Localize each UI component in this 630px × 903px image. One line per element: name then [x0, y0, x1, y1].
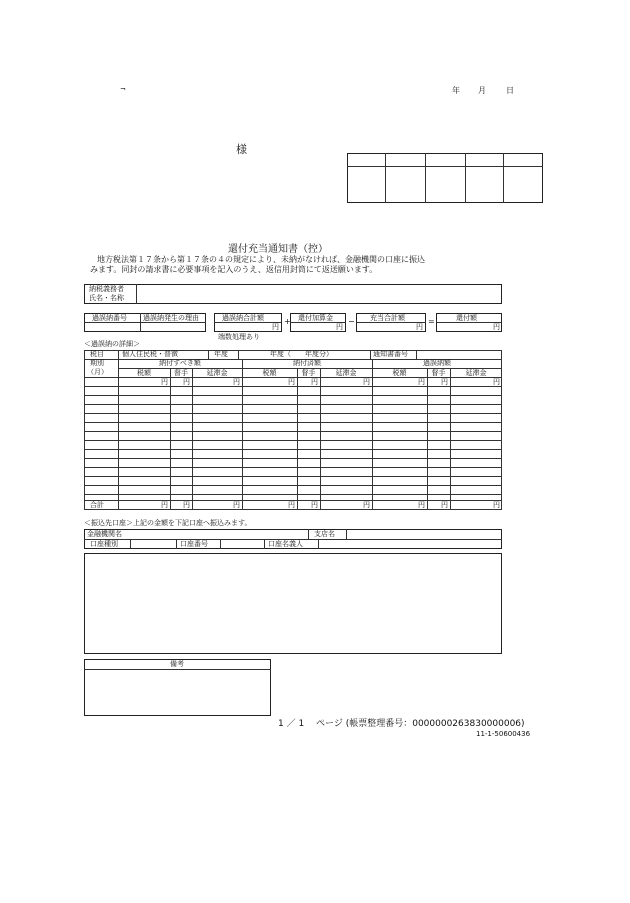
summary-divider — [84, 322, 206, 323]
overpaid-group-header: 過誤納額 — [423, 359, 451, 367]
yen-unit: 円 — [493, 378, 500, 386]
year-value: 年度（ 年度分） — [270, 350, 333, 358]
remarks-label: 備考 — [170, 660, 184, 668]
table-border — [84, 350, 85, 510]
yen-unit: 円 — [441, 501, 448, 509]
late-fee-column-header: 延滞金 — [465, 369, 487, 377]
refund-amount-label: 還付額 — [456, 314, 477, 322]
stamp-grid-divider — [347, 166, 543, 167]
sub-column-rule — [427, 368, 428, 510]
stamp-grid-col — [465, 153, 466, 203]
sub-column-rule — [297, 368, 298, 510]
yen-unit: 円 — [233, 378, 240, 386]
yen-unit: 円 — [183, 501, 190, 509]
date-year-label: 年 — [452, 86, 460, 95]
yen-unit: 円 — [493, 323, 500, 331]
bank-divider — [346, 529, 347, 539]
taxpayer-box — [84, 284, 502, 304]
taxpayer-label-line2: 氏名・名称 — [89, 294, 124, 302]
plus-sign: + — [284, 317, 291, 326]
yen-unit: 円 — [441, 378, 448, 386]
date-month-label: 月 — [478, 86, 486, 95]
period-column-rule — [118, 359, 119, 510]
bank-divider — [308, 529, 309, 539]
table-rule — [118, 350, 119, 359]
table-rule — [208, 350, 209, 359]
year-label: 年度 — [214, 350, 228, 358]
fee-column-header: 督手 — [174, 369, 188, 377]
overpayment-details-table — [84, 350, 502, 510]
bank-divider — [318, 539, 319, 549]
notice-body-line2: みます。同封の請求書に必要事項を記入のうえ、返信用封筒にて返送願います。 — [90, 265, 378, 274]
period-unit-label: （月） — [87, 368, 108, 376]
approval-stamp-grid — [347, 153, 543, 203]
table-row — [84, 449, 502, 450]
message-area — [84, 553, 502, 654]
table-rule — [416, 350, 417, 359]
table-row — [84, 440, 502, 441]
account-holder-label: 口座名義人 — [268, 540, 303, 548]
tax-column-header: 税額 — [262, 369, 277, 377]
bank-name-label: 金融機関名 — [87, 530, 122, 538]
appropriation-total-label: 充当合計額 — [370, 314, 405, 322]
late-fee-column-header: 延滞金 — [206, 369, 228, 377]
yen-unit: 円 — [416, 323, 423, 331]
total-row-rule — [84, 500, 502, 501]
yen-unit: 円 — [311, 378, 318, 386]
reason-label: 過誤納発生の理由 — [143, 314, 199, 322]
stamp-grid-col — [503, 153, 504, 203]
minus-sign: − — [348, 317, 355, 326]
late-fee-column-header: 延滞金 — [335, 369, 357, 377]
taxpayer-label-line1: 納税義務者 — [89, 285, 124, 293]
yen-unit: 円 — [288, 501, 295, 509]
branch-label: 支店名 — [314, 530, 335, 538]
bank-divider — [220, 539, 221, 549]
equals-sign: = — [428, 317, 435, 326]
paid-group-header: 納付済額 — [293, 359, 321, 367]
sub-column-rule — [450, 368, 451, 510]
table-row — [84, 413, 502, 414]
details-section-title: ＜過誤納の詳細＞ — [84, 340, 140, 348]
summary-divider — [140, 313, 141, 332]
yen-unit: 円 — [363, 501, 370, 509]
bank-divider — [130, 539, 131, 549]
tax-column-header: 税額 — [392, 369, 407, 377]
notice-no-label: 通知書番号 — [373, 350, 408, 358]
account-type-label: 口座種別 — [90, 540, 118, 548]
yen-unit: 円 — [161, 501, 168, 509]
corner-mark: ¬ — [120, 85, 126, 93]
fee-column-header: 督手 — [301, 369, 316, 377]
yen-unit: 円 — [311, 501, 318, 509]
table-rule — [238, 350, 239, 359]
form-code: 11-1-50600436 — [476, 730, 531, 738]
group-column-rule — [372, 359, 373, 510]
table-row — [84, 431, 502, 432]
yen-unit: 円 — [493, 501, 500, 509]
date-day-label: 日 — [506, 86, 514, 95]
table-row — [84, 386, 502, 387]
table-row — [84, 458, 502, 459]
table-border — [84, 509, 502, 510]
total-label: 合計 — [90, 501, 104, 509]
stamp-grid-col — [385, 153, 386, 203]
yen-unit: 円 — [363, 378, 370, 386]
table-row — [84, 485, 502, 486]
taxpayer-divider — [136, 284, 137, 304]
sub-column-rule — [192, 368, 193, 510]
table-row — [84, 395, 502, 396]
yen-unit: 円 — [418, 501, 425, 509]
tax-column-header: 税額 — [137, 369, 151, 377]
table-row — [84, 494, 502, 495]
yen-unit: 円 — [233, 501, 240, 509]
tax-item-value: 個人住民税・普徴 — [122, 350, 178, 358]
yen-unit: 円 — [288, 378, 295, 386]
rounding-note: 端数処理あり — [218, 333, 260, 341]
table-rule — [370, 350, 371, 359]
table-row — [84, 422, 502, 423]
yen-unit: 円 — [161, 378, 168, 386]
account-no-label: 口座番号 — [180, 540, 208, 548]
notice-body-line1: 地方税法第１７条から第１７条の４の規定により、未納がなければ、金融機関の口座に振込 — [97, 255, 425, 264]
yen-unit: 円 — [418, 378, 425, 386]
overpay-no-label: 過誤納番号 — [92, 314, 127, 322]
tax-item-label: 税目 — [90, 350, 104, 358]
stamp-grid-col — [425, 153, 426, 203]
yen-unit: 円 — [183, 378, 190, 386]
refund-addition-label: 還付加算金 — [298, 314, 333, 322]
fee-column-header: 督手 — [431, 369, 446, 377]
bank-section-title: ＜振込先口座＞上記の金額を下記口座へ振込みます。 — [84, 519, 252, 527]
remarks-divider — [84, 669, 271, 670]
page-and-form-number: 1 ／ 1 ページ (帳票整理番号：0000000263830000006) — [278, 719, 525, 729]
due-group-header: 納付すべき額 — [159, 359, 201, 367]
yen-unit: 円 — [336, 323, 343, 331]
period-label: 期別 — [90, 359, 104, 367]
sub-column-rule — [320, 368, 321, 510]
table-row — [84, 467, 502, 468]
overpay-total-label: 過誤納合計額 — [222, 314, 264, 322]
notice-title: 還付充当通知書（控） — [228, 244, 328, 255]
yen-unit: 円 — [272, 323, 279, 331]
group-column-rule — [242, 359, 243, 510]
table-row — [84, 476, 502, 477]
bank-divider — [264, 539, 265, 549]
addressee-suffix: 様 — [236, 143, 247, 156]
table-row — [84, 404, 502, 405]
sub-column-rule — [170, 368, 171, 510]
bank-divider — [176, 539, 177, 549]
